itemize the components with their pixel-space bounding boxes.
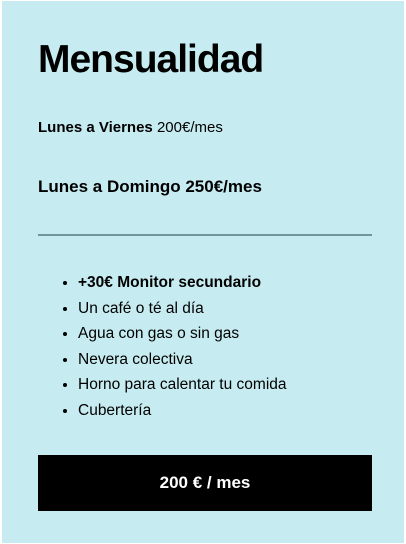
weekday-price-line [38, 118, 223, 138]
divider [38, 234, 372, 236]
feature-item: • Agua con gas o sin gas [78, 321, 287, 347]
card-title: Mensualidad [38, 38, 264, 81]
feature-item: • Nevera colectiva [78, 347, 287, 373]
feature-item: • Horno para calentar tu comida [78, 372, 287, 398]
pricing-card [2, 1, 404, 543]
subscribe-button[interactable]: 200 € / mes [38, 455, 372, 511]
feature-item: • Un café o té al día [78, 296, 287, 322]
weekday-price: 200€/mes [156, 119, 223, 136]
full-week-price: Lunes a Domingo 250€/mes [38, 177, 262, 196]
weekday-label: Lunes a Viernes [38, 119, 153, 136]
feature-list [38, 270, 287, 424]
feature-item: • Cubertería [78, 398, 287, 424]
feature-item: • +30€ Monitor secundario [78, 270, 287, 296]
